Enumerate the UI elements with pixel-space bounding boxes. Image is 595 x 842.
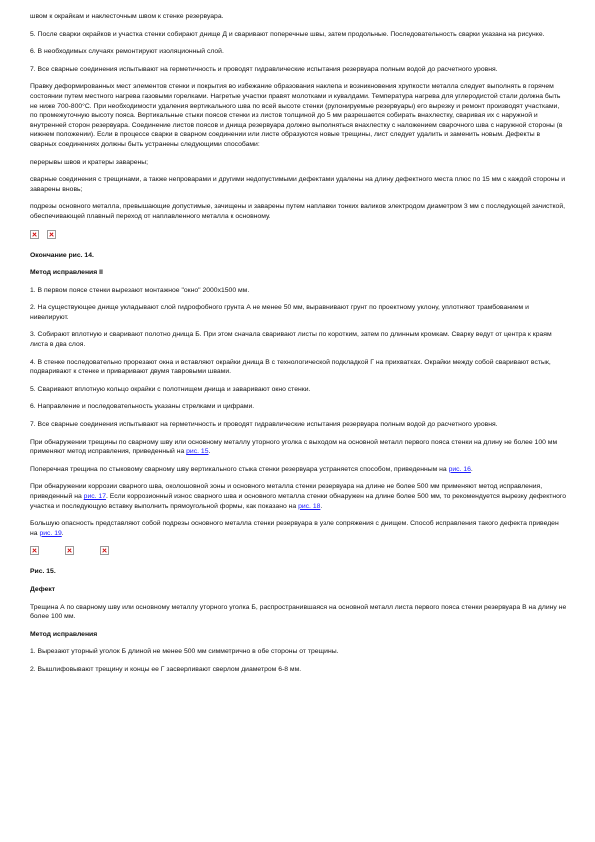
paragraph <box>30 330 567 349</box>
text-run: 2. На существующее днище укладывают слой гидрофобного грунта А не менее 50 мм, выравнивают грунт по проектному уклону, уплотняют трамбованием и нивелируют. <box>30 304 529 321</box>
section-heading <box>30 268 567 278</box>
paragraph <box>30 175 567 194</box>
text-run: Трещина А по сварному шву или основному металлу уторного уголка Б, распространившаяся на основной металл листа первого пояса стенки резервуара В на длину не более 100 мм. <box>30 603 567 621</box>
text-run: 3. Собирают вплотную и сваривают полотно днища Б. При этом сначала сваривают листы по коротким, затем по длинным кромкам. Сварку ведут от центра к краям листа в два слоя. <box>30 331 552 349</box>
text-run: 4. В стенке последовательно прорезают окна и вставляют окрайки днища В с технологической подкладкой Г на прихватках. Окрайки между собой сваривают встык, подваривают к стенке и приваривают двумя тавровыми швами. <box>30 358 551 376</box>
figure-link[interactable]: рис. 15 <box>186 448 209 456</box>
section-heading <box>30 251 567 261</box>
paragraph <box>30 30 567 40</box>
figure-placeholder-row <box>30 546 567 558</box>
paragraph <box>30 385 567 395</box>
text-run: перерывы швов и кратеры заварены; <box>30 158 149 166</box>
text-run: 6. Направление и последовательность указаны стрелками и цифрами. <box>30 403 255 411</box>
broken-image-icon <box>30 546 39 555</box>
text-run: Метод исправления <box>30 630 98 638</box>
figure-link[interactable]: рис. 16 <box>448 465 471 473</box>
figure-link[interactable]: рис. 17 <box>83 493 106 500</box>
text-run: Метод исправления II <box>30 269 103 277</box>
paragraph <box>30 465 567 475</box>
text-run: 1. В первом поясе стенки вырезают монтажное "окно" 2000х1500 мм. <box>30 286 250 294</box>
text-run: сварные соединения с трещинами, а также непроварами и другими недопустимыми дефектами удалены на длину дефектного места плюс по 15 мм с каждой стороны и заварены вновь; <box>30 176 566 193</box>
text-run: 1. Вырезают уторный уголок Б длиной не менее 500 мм симметрично в обе стороны от трещины. <box>30 648 339 656</box>
text-run: 7. Все сварные соединения испытывают на герметичность и проводят гидравлические испытания резервуара полным водой до расчетного уровня. <box>30 65 498 73</box>
text-run: 6. В необходимых случаях ремонтируют изоляционный слой. <box>30 48 224 56</box>
text-run: Окончание рис. 14. <box>30 251 94 259</box>
section-heading <box>30 585 567 595</box>
text-run: Поперечная трещина по стыковому сварному шву вертикального стыка стенки резервуара устраняется способом, приведенным на <box>30 465 449 473</box>
paragraph <box>30 647 567 657</box>
paragraph <box>30 420 567 430</box>
paragraph <box>30 82 567 149</box>
paragraph <box>30 303 567 322</box>
text-run: При обнаружении трещины по сварному шву или основному металлу уторного уголка с выходом на основной металл первого пояса стенки на длину не более 100 мм применяют метод исправления, приведенный на <box>30 438 558 456</box>
paragraph <box>30 438 567 457</box>
paragraph <box>30 65 567 75</box>
paragraph <box>30 202 567 221</box>
paragraph <box>30 12 567 22</box>
paragraph <box>30 47 567 57</box>
broken-image-icon <box>100 546 109 555</box>
paragraph <box>30 482 567 511</box>
text-run: . <box>470 465 473 473</box>
text-run: . <box>320 502 323 510</box>
text-run: 5. После сварки окрайков и участка стенки собирают днище Д и сваривают поперечные швы, затем продольные. Последовательность сварки указана на рисунке. <box>30 30 545 38</box>
text-run: При обнаружении коррозии сварного шва, околошовной зоны и основного металла стенки резервуара на длине не более 500 мм применяют метод исправления, приведенный на <box>30 483 543 500</box>
text-run: . <box>61 529 64 537</box>
text-run: Большую опасность представляют собой подрезы основного металла стенки резервуара в узле сопряжения с днищем. Способ исправления такого дефекта приведен на <box>30 520 559 537</box>
paragraph <box>30 402 567 412</box>
text-run: 5. Сваривают вплотную кольцо окрайки с полотнищем днища и заваривают окно стенки. <box>30 385 311 393</box>
paragraph <box>30 665 567 675</box>
paragraph <box>30 358 567 377</box>
broken-image-icon <box>65 546 74 555</box>
text-run: 7. Все сварные соединения испытывают на герметичность и проводят гидравлические испытания резервуара полным водой до расчетного уровня. <box>30 421 498 429</box>
section-heading <box>30 567 567 577</box>
figure-placeholder-row <box>30 230 567 242</box>
section-heading <box>30 630 567 640</box>
text-run: Правку деформированных мест элементов стенки и покрытия во избежание образования наклепа и возникновения хрупкости металла следует выполнять в горячем состоянии путем местного нагрева газовыми горелками. Нагретые участки правят молотками и кувалдами. Температура нагрева для углеродистой стали должна быть не ниже 700-800°С. При необходимости удаления вертикального шва по всей высоте стенки (рулонируемые резервуары) его вырезку и ремонт производят участками, по промежуточную высоту пояса. Вертикальные стыки поясов стенки из листов толщиной до 5 мм разрешается собирать внахлестку, сваривая их с наружной и внутренней сторон резервуара. Соединение листов поясов и днища резервуара должно выполняться внахлестку с наложением сварочного шва с наружной стороны (в нижнем положении). Если в процессе сварки в сварном соединении или листе образуются новые трещины, лист следует удалить и заменить новым. Дефекты в сварных соединениях должны быть устранены следующими способами: <box>30 83 563 148</box>
text-run: подрезы основного металла, превышающие допустимые, зачищены и заварены путем наплавки тонких валиков электродом диаметром 3 мм с последующей зачисткой, обеспечивающей плавный переход от наплавленного металла к основному. <box>30 203 566 220</box>
broken-image-icon <box>47 230 56 239</box>
paragraph <box>30 158 567 168</box>
document-page <box>30 12 567 683</box>
broken-image-icon <box>30 230 39 239</box>
paragraph <box>30 286 567 296</box>
text-run: . Если коррозионный износ сварного шва и основного металла стенки обнаружен на длине более 500 мм, то рекомендуется вырезку дефектного участка и последующую вставку выполнить прямоугольной формы, как показано на <box>30 493 567 510</box>
text-run: швом к окрайкам и наклесточным швом к стенке резервуара. <box>30 13 224 20</box>
text-run: Дефект <box>30 585 56 593</box>
paragraph <box>30 603 567 622</box>
text-run: 2. Вышлифовывают трещину и концы ее Г засверливают сверлом диаметром 6-8 мм. <box>30 665 302 673</box>
figure-link[interactable]: рис. 19 <box>39 529 62 537</box>
text-run: . <box>208 448 211 456</box>
paragraph <box>30 519 567 538</box>
text-run: Рис. 15. <box>30 568 56 576</box>
figure-link[interactable]: рис. 18 <box>298 502 321 510</box>
